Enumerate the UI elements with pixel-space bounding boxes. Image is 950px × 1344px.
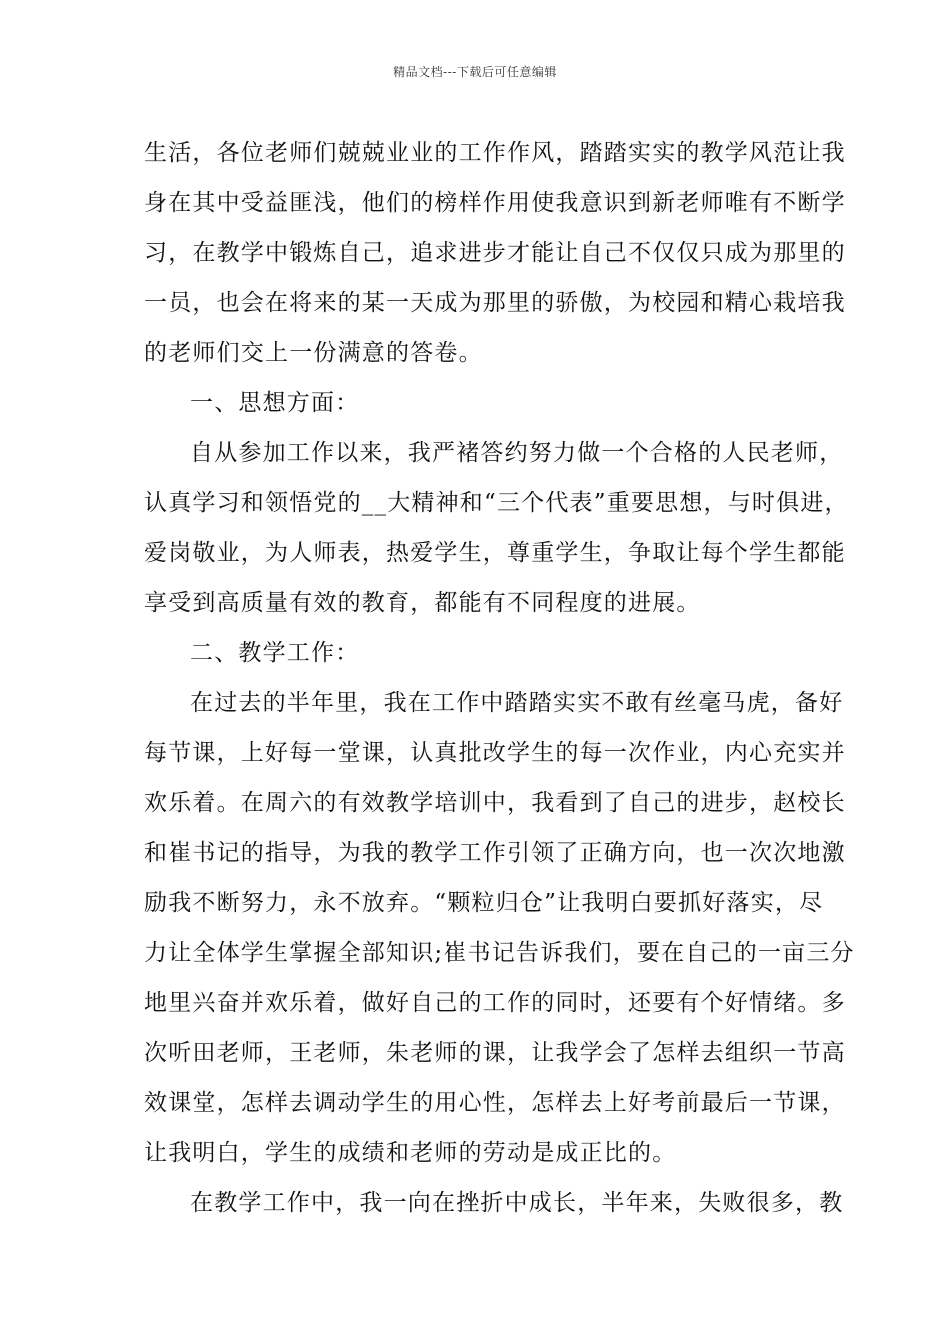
text-line: 身在其中受益匪浅，他们的榜样作用使我意识到新老师唯有不断学 xyxy=(144,190,846,216)
text-line: 欢乐着。在周六的有效教学培训中，我看到了自己的进步，赵校长 xyxy=(144,790,846,816)
text-line: 爱岗敬业，为人师表，热爱学生，尊重学生，争取让每个学生都能 xyxy=(144,540,846,566)
text-line: 每节课，上好每一堂课，认真批改学生的每一次作业，内心充实并 xyxy=(144,740,846,766)
text-line: 让我明白，学生的成绩和老师的劳动是成正比的。 xyxy=(144,1140,677,1166)
text-line: 二、教学工作： xyxy=(190,640,360,666)
text-line: 效课堂，怎样去调动学生的用心性，怎样去上好考前最后一节课， xyxy=(144,1090,846,1116)
text-line: 在过去的半年里，我在工作中踏踏实实不敢有丝毫马虎，备好 xyxy=(190,690,844,716)
document-body xyxy=(144,128,855,1228)
text-line: 励我不断努力，永不放弃。“颗粒归仓”让我明白要抓好落实，尽 xyxy=(144,890,824,916)
text-line: 的老师们交上一份满意的答卷。 xyxy=(144,340,483,366)
text-line: 和崔书记的指导，为我的教学工作引领了正确方向，也一次次地激 xyxy=(144,840,846,866)
page-header: 精品文档---下载后可任意编辑 xyxy=(393,65,557,79)
text-line: 地里兴奋并欢乐着，做好自己的工作的同时，还要有个好情绪。多 xyxy=(144,990,846,1016)
text-line: 次听田老师，王老师，朱老师的课，让我学会了怎样去组织一节高 xyxy=(144,1040,846,1066)
text-line: 一、思想方面： xyxy=(190,390,360,416)
text-line: 一员，也会在将来的某一天成为那里的骄傲，为校园和精心栽培我 xyxy=(144,290,846,316)
text-line: 生活，各位老师们兢兢业业的工作作风，踏踏实实的教学风范让我 xyxy=(144,140,846,166)
text-line: 享受到高质量有效的教育，都能有不同程度的进展。 xyxy=(144,590,701,616)
text-line: 自从参加工作以来，我严褚答约努力做一个合格的人民老师， xyxy=(190,440,844,466)
text-line: 力让全体学生掌握全部知识;崔书记告诉我们，要在自己的一亩三分 xyxy=(144,940,855,966)
text-line: 认真学习和领悟党的__大精神和“三个代表”重要思想，与时俱进， xyxy=(144,490,849,516)
text-line: 在教学工作中，我一向在挫折中成长，半年来，失败很多，教 xyxy=(190,1190,844,1216)
text-line: 习，在教学中锻炼自己，追求进步才能让自己不仅仅只成为那里的 xyxy=(144,240,846,266)
